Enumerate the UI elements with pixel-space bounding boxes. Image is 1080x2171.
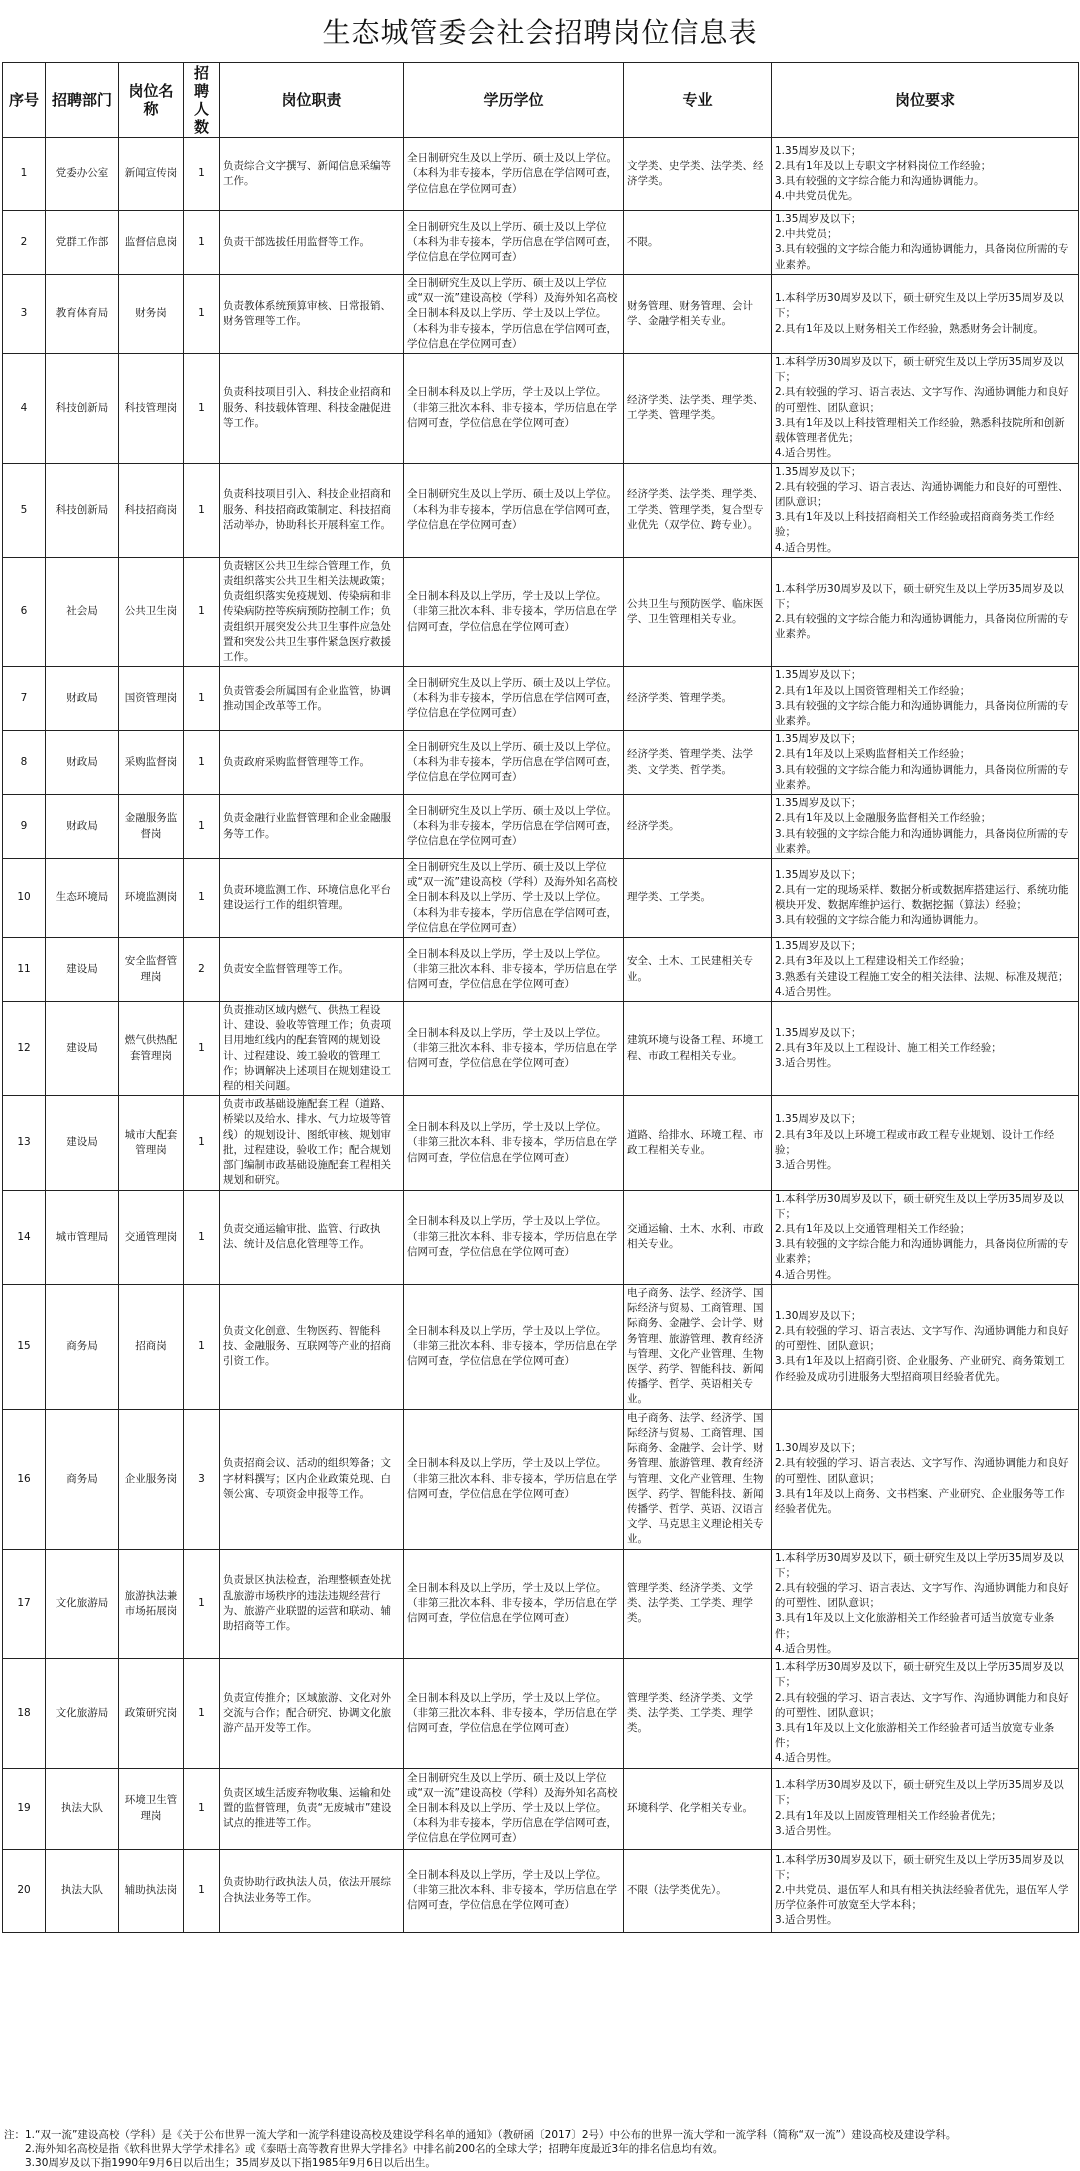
cell-dept: 科技创新局 [46,463,119,557]
header-edu: 学历学位 [404,63,624,138]
requirement-line: 3.具有较强的文字综合能力和沟通协调能力，具备岗位所需的专业素养； [775,1238,1069,1266]
cell-edu: 全日制本科及以上学历，学士及以上学位。（非第三批次本科、非专接本，学历信息在学信网可查，学位信息在学位网可查） [404,938,624,1002]
cell-dept: 科技创新局 [46,353,119,463]
cell-requirements [772,667,1079,731]
requirement-line: 3.适合男性。 [775,1159,838,1172]
table-row [3,938,1079,1002]
requirement-line: 1.30周岁及以下； [775,1442,862,1455]
requirement-line: 2.具有1年及以上国资管理相关工作经验； [775,684,971,697]
requirement-line: 2.具有较强的文字综合能力和沟通协调能力，具备岗位所需的专业素养。 [775,613,1069,641]
cell-seq: 19 [3,1768,46,1849]
header-major: 专业 [624,63,772,138]
header-dept: 招聘部门 [46,63,119,138]
requirement-line: 2.具有较强的学习、语言表达、沟通协调能力和良好的可塑性、团队意识； [775,480,1069,508]
requirement-line: 2.具有较强的学习、语言表达、文字写作、沟通协调能力和良好的可塑性、团队意识； [775,386,1069,414]
table-row [3,1409,1079,1549]
requirement-line: 4.适合男性。 [775,1642,838,1655]
cell-major: 建筑环境与设备工程、环境工程、市政工程相关专业。 [624,1001,772,1095]
cell-post: 旅游执法兼市场拓展岗 [119,1549,184,1659]
cell-major: 不限。 [624,211,772,275]
cell-edu: 全日制本科及以上学历，学士及以上学位。（非第三批次本科、非专接本，学历信息在学信网可查，学位信息在学位网可查） [404,1284,624,1409]
requirement-line: 3.具有1年及以上文化旅游相关工作经验者可适当放宽专业条件； [775,1612,1055,1640]
cell-edu: 全日制研究生及以上学历、硕士及以上学位。（本科为非专接本，学历信息在学信网可查，学位信息在学位网可查） [404,463,624,557]
cell-count: 1 [184,557,220,667]
cell-edu: 全日制研究生及以上学历、硕士及以上学位。（本科为非专接本，学历信息在学信网可查，学位信息在学位网可查） [404,667,624,731]
cell-duty: 负责金融行业监督管理和企业金融服务等工作。 [220,795,404,859]
cell-count: 3 [184,1409,220,1549]
cell-count: 1 [184,1768,220,1849]
requirement-line: 3.具有1年及以上招商引资、企业服务、产业研究、商务策划工作经验及成功引进服务大型招商项目经验者优先。 [775,1355,1065,1383]
cell-duty: 负责辖区公共卫生综合管理工作，负责组织落实公共卫生相关法规政策；负责组织落实免疫规划、传染病和非传染病防控等疾病预防控制工作；负责组织开展突发公共卫生事件应急处置和突发公共卫生事件紧急医疗救援工作。 [220,557,404,667]
cell-post: 监督信息岗 [119,211,184,275]
cell-requirements [772,1001,1079,1095]
requirement-line: 3.具有较强的文字综合能力和沟通协调能力，具备岗位所需的专业素养。 [775,699,1069,727]
cell-seq: 1 [3,138,46,211]
cell-duty: 负责宣传推介；区域旅游、文化对外交流与合作；配合研究、协调文化旅游产品开发等工作。 [220,1659,404,1769]
cell-duty: 负责政府采购监督管理等工作。 [220,731,404,795]
cell-edu: 全日制研究生及以上学历、硕士及以上学位。（本科为非专接本，学历信息在学信网可查，学位信息在学位网可查） [404,138,624,211]
cell-requirements [772,557,1079,667]
cell-edu: 全日制研究生及以上学历、硕士及以上学位（本科为非专接本，学历信息在学信网可查，学位信息在学位网可查） [404,211,624,275]
cell-duty: 负责科技项目引入、科技企业招商和服务、科技载体管理、科技金融促进等工作。 [220,353,404,463]
cell-requirements [772,1849,1079,1932]
requirement-line: 2.中共党员、退伍军人和具有相关执法经验者优先，退伍军人学历学位条件可放宽至大学本科； [775,1884,1069,1912]
cell-major: 电子商务、法学、经济学、国际经济与贸易、工商管理、国际商务、金融学、会计学、财务管理、旅游管理、教育经济与管理、文化产业管理、生物医学、药学、智能科技、新闻传播学、哲学、英语、汉语言文学、马克思主义理论相关专业。 [624,1409,772,1549]
footnote-2: 2.海外知名高校是指《软科世界大学学术排名》或《泰晤士高等教育世界大学排名》中排名前200名的全球大学；招聘年度最近3年的排名信息均有效。 [4,2143,724,2156]
cell-requirements [772,1549,1079,1659]
cell-count: 1 [184,1096,220,1190]
cell-count: 1 [184,1549,220,1659]
header-post: 岗位名称 [119,63,184,138]
requirement-line: 1.本科学历30周岁及以下，硕士研究生及以上学历35周岁及以下； [775,292,1064,320]
cell-dept: 教育体育局 [46,274,119,353]
cell-duty: 负责区域生活废弃物收集、运输和处置的监督管理，负责“无废城市”建设试点的推进等工作。 [220,1768,404,1849]
table-row [3,667,1079,731]
cell-requirements [772,1768,1079,1849]
requirement-line: 3.适合男性。 [775,1057,838,1070]
requirement-line: 3.具有1年及以上商务、文书档案、产业研究、企业服务等工作经验者优先。 [775,1487,1065,1515]
cell-major: 管理学类、经济学类、文学类、法学类、工学类、理学类。 [624,1659,772,1769]
requirement-line: 1.35周岁及以下； [775,797,862,810]
cell-dept: 执法大队 [46,1768,119,1849]
cell-edu: 全日制本科及以上学历，学士及以上学位。（非第三批次本科、非专接本，学历信息在学信网可查，学位信息在学位网可查） [404,1849,624,1932]
cell-requirements [772,731,1079,795]
cell-seq: 13 [3,1096,46,1190]
cell-post: 企业服务岗 [119,1409,184,1549]
cell-edu: 全日制本科及以上学历，学士及以上学位。（非第三批次本科、非专接本，学历信息在学信网可查，学位信息在学位网可查） [404,1409,624,1549]
cell-post: 金融服务监督岗 [119,795,184,859]
cell-duty: 负责交通运输审批、监管、行政执法、统计及信息化管理等工作。 [220,1190,404,1284]
cell-dept: 商务局 [46,1284,119,1409]
requirement-line: 3.具有较强的文字综合能力和沟通协调能力。 [775,175,985,187]
cell-count: 1 [184,274,220,353]
cell-count: 1 [184,1190,220,1284]
cell-duty: 负责文化创意、生物医药、智能科技、金融服务、互联网等产业的招商引资工作。 [220,1284,404,1409]
cell-duty: 负责教体系统预算审核、日常报销、财务管理等工作。 [220,274,404,353]
cell-duty: 负责推动区域内燃气、供热工程设计、建设、验收等管理工作；负责项目用地红线内的配套管网的规划设计、过程建设、竣工验收的管理工作；协调解决上述项目在规划建设工程的相关问题。 [220,1001,404,1095]
cell-seq: 6 [3,557,46,667]
requirement-line: 2.具有1年及以上金融服务监督相关工作经验； [775,812,992,825]
cell-major: 不限（法学类优先）。 [624,1849,772,1932]
cell-edu: 全日制本科及以上学历，学士及以上学位。（非第三批次本科、非专接本，学历信息在学信网可查，学位信息在学位网可查） [404,1001,624,1095]
cell-dept: 建设局 [46,938,119,1002]
requirement-line: 1.本科学历30周岁及以下，硕士研究生及以上学历35周岁及以下； [775,1779,1064,1807]
cell-count: 1 [184,211,220,275]
cell-major: 经济学类、管理学类、法学类、文学类、哲学类。 [624,731,772,795]
table-row [3,211,1079,275]
table-row [3,795,1079,859]
requirement-line: 2.具有较强的学习、语言表达、文字写作、沟通协调能力和良好的可塑性、团队意识； [775,1691,1069,1719]
requirement-line: 1.35周岁及以下； [775,1113,862,1126]
cell-major: 安全、土木、工民建相关专业。 [624,938,772,1002]
requirement-line: 1.本科学历30周岁及以下，硕士研究生及以上学历35周岁及以下； [775,355,1064,384]
cell-post: 环境监测岗 [119,858,184,937]
table-row [3,1549,1079,1659]
table-header-row [3,63,1079,138]
table-body [3,138,1079,1933]
cell-seq: 4 [3,353,46,463]
requirement-line: 3.具有1年及以上科技管理相关工作经验，熟悉科技院所和创新载体管理者优先； [775,416,1065,445]
table-row [3,858,1079,937]
cell-count: 1 [184,1001,220,1095]
cell-major: 经济学类。 [624,795,772,859]
cell-seq: 12 [3,1001,46,1095]
cell-edu: 全日制本科及以上学历，学士及以上学位。（非第三批次本科、非专接本，学历信息在学信网可查，学位信息在学位网可查） [404,1096,624,1190]
cell-post: 环境卫生管理岗 [119,1768,184,1849]
cell-major: 理学类、工学类。 [624,858,772,937]
cell-count: 1 [184,1659,220,1769]
requirement-line: 4.适合男性。 [775,985,838,998]
table-row [3,1284,1079,1409]
cell-post: 安全监督管理岗 [119,938,184,1002]
cell-dept: 文化旅游局 [46,1659,119,1769]
footnote-3: 3.30周岁及以下指1990年9月6日以后出生；35周岁及以下指1985年9月6日以后出生。 [4,2157,436,2170]
cell-edu: 全日制研究生及以上学历、硕士及以上学位。（本科为非专接本，学历信息在学信网可查，学位信息在学位网可查） [404,795,624,859]
cell-post: 采购监督岗 [119,731,184,795]
table-row [3,1849,1079,1932]
cell-count: 1 [184,463,220,557]
cell-duty: 负责干部选拔任用监督等工作。 [220,211,404,275]
requirement-line: 3.具有较强的文字综合能力和沟通协调能力。 [775,914,985,927]
cell-post: 科技管理岗 [119,353,184,463]
cell-post: 政策研究岗 [119,1659,184,1769]
requirement-line: 1.本科学历30周岁及以下，硕士研究生及以上学历35周岁及以下； [775,1853,1064,1881]
cell-edu: 全日制本科及以上学历，学士及以上学位。（非第三批次本科、非专接本，学历信息在学信网可查，学位信息在学位网可查） [404,353,624,463]
requirement-line: 2.具有1年及以上固废管理相关工作经验者优先； [775,1809,1002,1822]
cell-post: 交通管理岗 [119,1190,184,1284]
cell-seq: 15 [3,1284,46,1409]
requirement-line: 1.35周岁及以下； [775,669,862,682]
requirement-line: 1.35周岁及以下； [775,733,862,746]
cell-requirements [772,274,1079,353]
requirement-line: 3.熟悉有关建设工程施工安全的相关法律、法规、标准及规范； [775,970,1069,983]
cell-post: 燃气供热配套管理岗 [119,1001,184,1095]
cell-seq: 14 [3,1190,46,1284]
cell-major: 经济学类、法学类、理学类、工学类、管理学类。 [624,353,772,463]
cell-requirements [772,353,1079,463]
cell-major: 经济学类、法学类、理学类、工学类、管理学类，复合型专业优先（双学位、跨专业）。 [624,463,772,557]
cell-count: 1 [184,858,220,937]
cell-seq: 3 [3,274,46,353]
table-row [3,1096,1079,1190]
cell-post: 国资管理岗 [119,667,184,731]
cell-edu: 全日制本科及以上学历，学士及以上学位。（非第三批次本科、非专接本，学历信息在学信网可查，学位信息在学位网可查） [404,1549,624,1659]
cell-duty: 负责综合文字撰写、新闻信息采编等工作。 [220,138,404,211]
cell-dept: 商务局 [46,1409,119,1549]
requirement-line: 1.35周岁及以下； [775,1026,862,1039]
header-seq: 序号 [3,63,46,138]
table-row [3,353,1079,463]
cell-requirements [772,1190,1079,1284]
cell-seq: 20 [3,1849,46,1932]
cell-requirements [772,858,1079,937]
cell-count: 1 [184,667,220,731]
requirement-line: 3.具有1年及以上科技招商相关工作经验或招商商务类工作经验； [775,511,1055,539]
cell-dept: 城市管理局 [46,1190,119,1284]
requirement-line: 1.35周岁及以下； [775,213,862,225]
requirement-line: 3.具有1年及以上文化旅游相关工作经验者可适当放宽专业条件； [775,1722,1055,1750]
cell-seq: 16 [3,1409,46,1549]
table-row [3,557,1079,667]
table-row [3,1768,1079,1849]
cell-dept: 建设局 [46,1001,119,1095]
cell-seq: 10 [3,858,46,937]
cell-seq: 11 [3,938,46,1002]
cell-duty: 负责招商会议、活动的组织筹备；文字材料撰写；区内企业政策兑现、白领公寓、专项资金申报等工作。 [220,1409,404,1549]
requirement-line: 2.中共党员； [775,228,838,241]
cell-count: 1 [184,353,220,463]
cell-duty: 负责景区执法检查，治理整顿查处扰乱旅游市场秩序的违法违规经营行为、旅游产业联盟的运营和联动、辅助招商等工作。 [220,1549,404,1659]
cell-seq: 5 [3,463,46,557]
requirement-line: 2.具有较强的学习、语言表达、文字写作、沟通协调能力和良好的可塑性、团队意识； [775,1457,1069,1485]
requirement-line: 1.35周岁及以下； [775,868,862,881]
cell-requirements [772,1284,1079,1409]
cell-count: 2 [184,938,220,1002]
requirement-line: 2.具有1年及以上专职文字材料岗位工作经验； [775,159,992,172]
requirement-line: 2.具有3年及以上工程设计、施工相关工作经验； [775,1041,1002,1054]
cell-edu: 全日制本科及以上学历，学士及以上学位。（非第三批次本科、非专接本，学历信息在学信网可查，学位信息在学位网可查） [404,1659,624,1769]
cell-duty: 负责安全监督管理等工作。 [220,938,404,1002]
cell-dept: 财政局 [46,731,119,795]
cell-dept: 党委办公室 [46,138,119,211]
cell-requirements [772,463,1079,557]
cell-seq: 8 [3,731,46,795]
cell-dept: 建设局 [46,1096,119,1190]
requirement-line: 3.适合男性。 [775,1914,838,1927]
requirement-line: 4.中共党员优先。 [775,190,859,203]
requirement-line: 1.35周岁及以下； [775,144,862,157]
table-row [3,731,1079,795]
cell-post: 科技招商岗 [119,463,184,557]
table-row [3,274,1079,353]
requirement-line: 4.适合男性。 [775,1268,838,1281]
cell-requirements [772,1409,1079,1549]
cell-edu: 全日制本科及以上学历，学士及以上学位。（非第三批次本科、非专接本，学历信息在学信网可查，学位信息在学位网可查） [404,1190,624,1284]
table-row [3,1001,1079,1095]
cell-seq: 17 [3,1549,46,1659]
requirement-line: 1.30周岁及以下； [775,1309,862,1322]
cell-post: 新闻宣传岗 [119,138,184,211]
cell-seq: 9 [3,795,46,859]
cell-edu: 全日制本科及以上学历，学士及以上学位。（非第三批次本科、非专接本，学历信息在学信网可查，学位信息在学位网可查） [404,557,624,667]
cell-post: 公共卫生岗 [119,557,184,667]
requirement-line: 3.具有较强的文字综合能力和沟通协调能力，具备岗位所需的专业素养。 [775,827,1069,855]
cell-major: 环境科学、化学相关专业。 [624,1768,772,1849]
cell-requirements [772,795,1079,859]
requirement-line: 2.具有较强的学习、语言表达、文字写作、沟通协调能力和良好的可塑性、团队意识； [775,1582,1069,1610]
cell-edu: 全日制研究生及以上学历、硕士及以上学位或“双一流”建设高校（学科）及海外知名高校全日制本科及以上学历、学士及以上学位。（本科为非专接本，学历信息在学信网可查，学位信息在学位网可查） [404,1768,624,1849]
cell-seq: 18 [3,1659,46,1769]
footnote-1: 注：1.“双一流”建设高校（学科）是《关于公布世界一流大学和一流学科建设高校及建设学科名单的通知》（教研函〔2017〕2号）中公布的世界一流大学和一流学科（简称“双一流”）建设高校及建设学科。 [4,2129,957,2141]
requirement-line: 1.35周岁及以下； [775,940,862,953]
cell-requirements [772,938,1079,1002]
cell-requirements [772,138,1079,211]
requirement-line: 4.适合男性。 [775,1752,838,1765]
cell-edu: 全日制研究生及以上学历、硕士及以上学位或“双一流”建设高校（学科）及海外知名高校全日制本科及以上学历、学士及以上学位。（本科为非专接本，学历信息在学信网可查，学位信息在学位网可查） [404,274,624,353]
cell-requirements [772,1659,1079,1769]
cell-dept: 生态环境局 [46,858,119,937]
cell-edu: 全日制研究生及以上学历、硕士及以上学位或“双一流”建设高校（学科）及海外知名高校全日制本科及以上学历、学士及以上学位。（本科为非专接本，学历信息在学信网可查，学位信息在学位网可查） [404,858,624,937]
requirement-line: 2.具有1年及以上采购监督相关工作经验； [775,748,971,761]
header-count: 招聘人数 [184,63,220,138]
cell-major: 文学类、史学类、法学类、经济学类。 [624,138,772,211]
cell-major: 财务管理、财务管理、会计学、金融学相关专业。 [624,274,772,353]
cell-post: 城市大配套管理岗 [119,1096,184,1190]
cell-major: 电子商务、法学、经济学、国际经济与贸易、工商管理、国际商务、金融学、会计学、财务管理、旅游管理、教育经济与管理、文化产业管理、生物医学、药学、智能科技、新闻传播学、哲学、英语相关专业。 [624,1284,772,1409]
cell-post: 招商岗 [119,1284,184,1409]
cell-duty: 负责协助行政执法人员，依法开展综合执法业务等工作。 [220,1849,404,1932]
cell-major: 经济学类、管理学类。 [624,667,772,731]
cell-requirements [772,1096,1079,1190]
requirement-line: 2.具有1年及以上财务相关工作经验，熟悉财务会计制度。 [775,322,1044,335]
cell-dept: 执法大队 [46,1849,119,1932]
header-req: 岗位要求 [772,63,1079,138]
cell-duty: 负责市政基础设施配套工程（道路、桥梁以及给水、排水、气力垃圾等管线）的规划设计、图纸审核、规划审批，过程建设，验收工作；配合规划部门编制市政基础设施配套工程相关规划和研究。 [220,1096,404,1190]
cell-major: 道路、给排水、环境工程、市政工程相关专业。 [624,1096,772,1190]
requirement-line: 1.35周岁及以下； [775,465,862,478]
cell-dept: 财政局 [46,667,119,731]
cell-major: 公共卫生与预防医学、临床医学、卫生管理相关专业。 [624,557,772,667]
cell-requirements [772,211,1079,275]
cell-duty: 负责科技项目引入、科技企业招商和服务、科技招商政策制定、科技招商活动举办，协助科长开展科室工作。 [220,463,404,557]
cell-dept: 社会局 [46,557,119,667]
requirement-line: 3.具有较强的文字综合能力和沟通协调能力，具备岗位所需的专业素养。 [775,763,1069,791]
cell-duty: 负责环境监测工作、环境信息化平台建设运行工作的组织管理。 [220,858,404,937]
cell-seq: 2 [3,211,46,275]
requirement-line: 2.具有一定的现场采样、数据分析或数据库搭建运行、系统功能模块开发、数据库维护运行、数据挖掘（算法）经验； [775,883,1069,912]
cell-major: 交通运输、土木、水利、市政相关专业。 [624,1190,772,1284]
requirement-line: 2.具有1年及以上交通管理相关工作经验； [775,1223,971,1235]
requirement-line: 4.适合男性。 [775,541,838,554]
recruitment-table [2,62,1079,1933]
requirement-line: 1.本科学历30周岁及以下，硕士研究生及以上学历35周岁及以下； [775,1661,1064,1689]
requirement-line: 1.本科学历30周岁及以下，硕士研究生及以上学历35周岁及以下； [775,1192,1064,1220]
cell-count: 1 [184,1284,220,1409]
cell-seq: 7 [3,667,46,731]
cell-major: 管理学类、经济学类、文学类、法学类、工学类、理学类。 [624,1549,772,1659]
table-row [3,1659,1079,1769]
cell-count: 1 [184,731,220,795]
page-title: 生态城管委会社会招聘岗位信息表 [322,16,758,49]
cell-dept: 党群工作部 [46,211,119,275]
header-duty: 岗位职责 [220,63,404,138]
requirement-line: 1.本科学历30周岁及以下，硕士研究生及以上学历35周岁及以下； [775,1551,1064,1579]
requirement-line: 2.具有3年及以上环境工程或市政工程专业规划、设计工作经验； [775,1128,1055,1156]
footnotes [4,2128,1076,2171]
cell-edu: 全日制研究生及以上学历、硕士及以上学位。（本科为非专接本，学历信息在学信网可查，学位信息在学位网可查） [404,731,624,795]
requirement-line: 3.适合男性。 [775,1824,838,1837]
cell-count: 1 [184,795,220,859]
requirement-line: 3.具有较强的文字综合能力和沟通协调能力，具备岗位所需的专业素养。 [775,243,1069,271]
requirement-line: 1.本科学历30周岁及以下，硕士研究生及以上学历35周岁及以下； [775,582,1064,610]
cell-post: 辅助执法岗 [119,1849,184,1932]
cell-count: 1 [184,1849,220,1932]
cell-dept: 财政局 [46,795,119,859]
cell-post: 财务岗 [119,274,184,353]
requirement-line: 4.适合男性。 [775,447,838,460]
requirement-line: 2.具有较强的学习、语言表达、文字写作、沟通协调能力和良好的可塑性、团队意识； [775,1324,1069,1353]
requirement-line: 2.具有3年及以上工程建设相关工作经验； [775,955,971,968]
cell-count: 1 [184,138,220,211]
table-row [3,1190,1079,1284]
cell-duty: 负责管委会所属国有企业监管，协调推动国企改革等工作。 [220,667,404,731]
table-row [3,138,1079,211]
cell-dept: 文化旅游局 [46,1549,119,1659]
table-row [3,463,1079,557]
